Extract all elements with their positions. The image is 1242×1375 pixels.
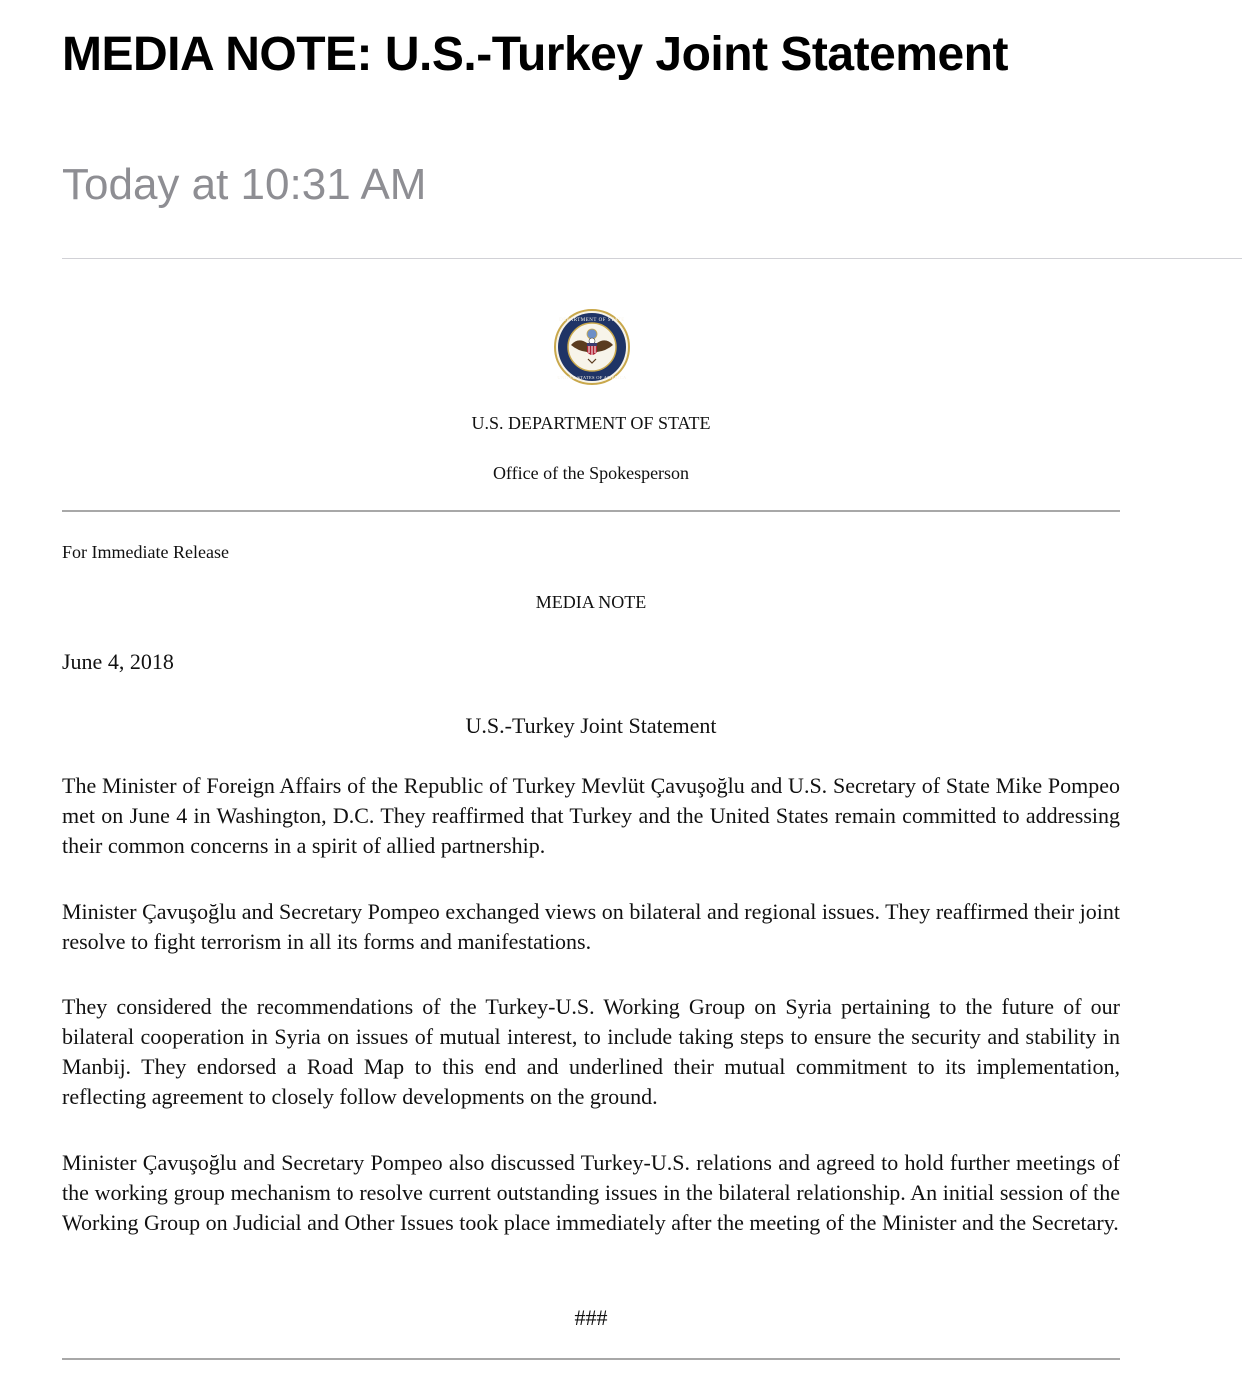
release-type: For Immediate Release [62,542,229,562]
svg-text:UNITED STATES OF AMERICA: UNITED STATES OF AMERICA [557,375,627,380]
end-mark: ### [574,1305,608,1330]
office-name: Office of the Spokesperson [492,463,690,483]
statement-title: U.S.-Turkey Joint Statement [465,713,717,738]
media-note-label: MEDIA NOTE [535,592,647,612]
paragraph-4: Minister Çavuşoğlu and Secretary Pompeo also discussed Turkey-U.S. relations and agreed to hold further meetings of the working group mechanism to resolve current outstanding issues in the bilateral relationship. An initial session of the Working Group on Judicial and Other Issues took place immediately after the meeting of the Minister and the Secretary. [62,1150,1120,1235]
department-of-state-seal-icon [554,309,630,385]
paragraph-3: They considered the recommendations of the Turkey-U.S. Working Group on Syria pertaining to the future of our bilateral cooperation in Syria on issues of mutual interest, to include taking steps to ensure the security and stability in Manbij. They endorsed a Road Map to this end and underlined their mutual commitment to its implementation, reflecting agreement to closely follow developments on the ground. [62,994,1120,1109]
email-subject: MEDIA NOTE: U.S.-Turkey Joint Statement [62,28,1008,81]
paragraph-1: The Minister of Foreign Affairs of the Republic of Turkey Mevlüt Çavuşoğlu and U.S. Secretary of State Mike Pompeo met on June 4 in Washington, D.C. They reaffirmed that Turkey and the United States remain committed to addressing their common concerns in a spirit of allied partnership. [62,773,1120,858]
top-rule [62,510,1120,512]
header-divider [62,258,1242,259]
email-timestamp: Today at 10:31 AM [62,160,427,209]
svg-text:DEPARTMENT OF STATE: DEPARTMENT OF STATE [559,318,625,323]
bottom-rule [62,1358,1120,1360]
paragraph-2: Minister Çavuşoğlu and Secretary Pompeo exchanged views on bilateral and regional issues. They reaffirmed their joint resolve to fight terrorism in all its forms and manifestations. [62,899,1120,954]
release-date: June 4, 2018 [62,649,174,674]
department-name: U.S. DEPARTMENT OF STATE [471,413,711,433]
